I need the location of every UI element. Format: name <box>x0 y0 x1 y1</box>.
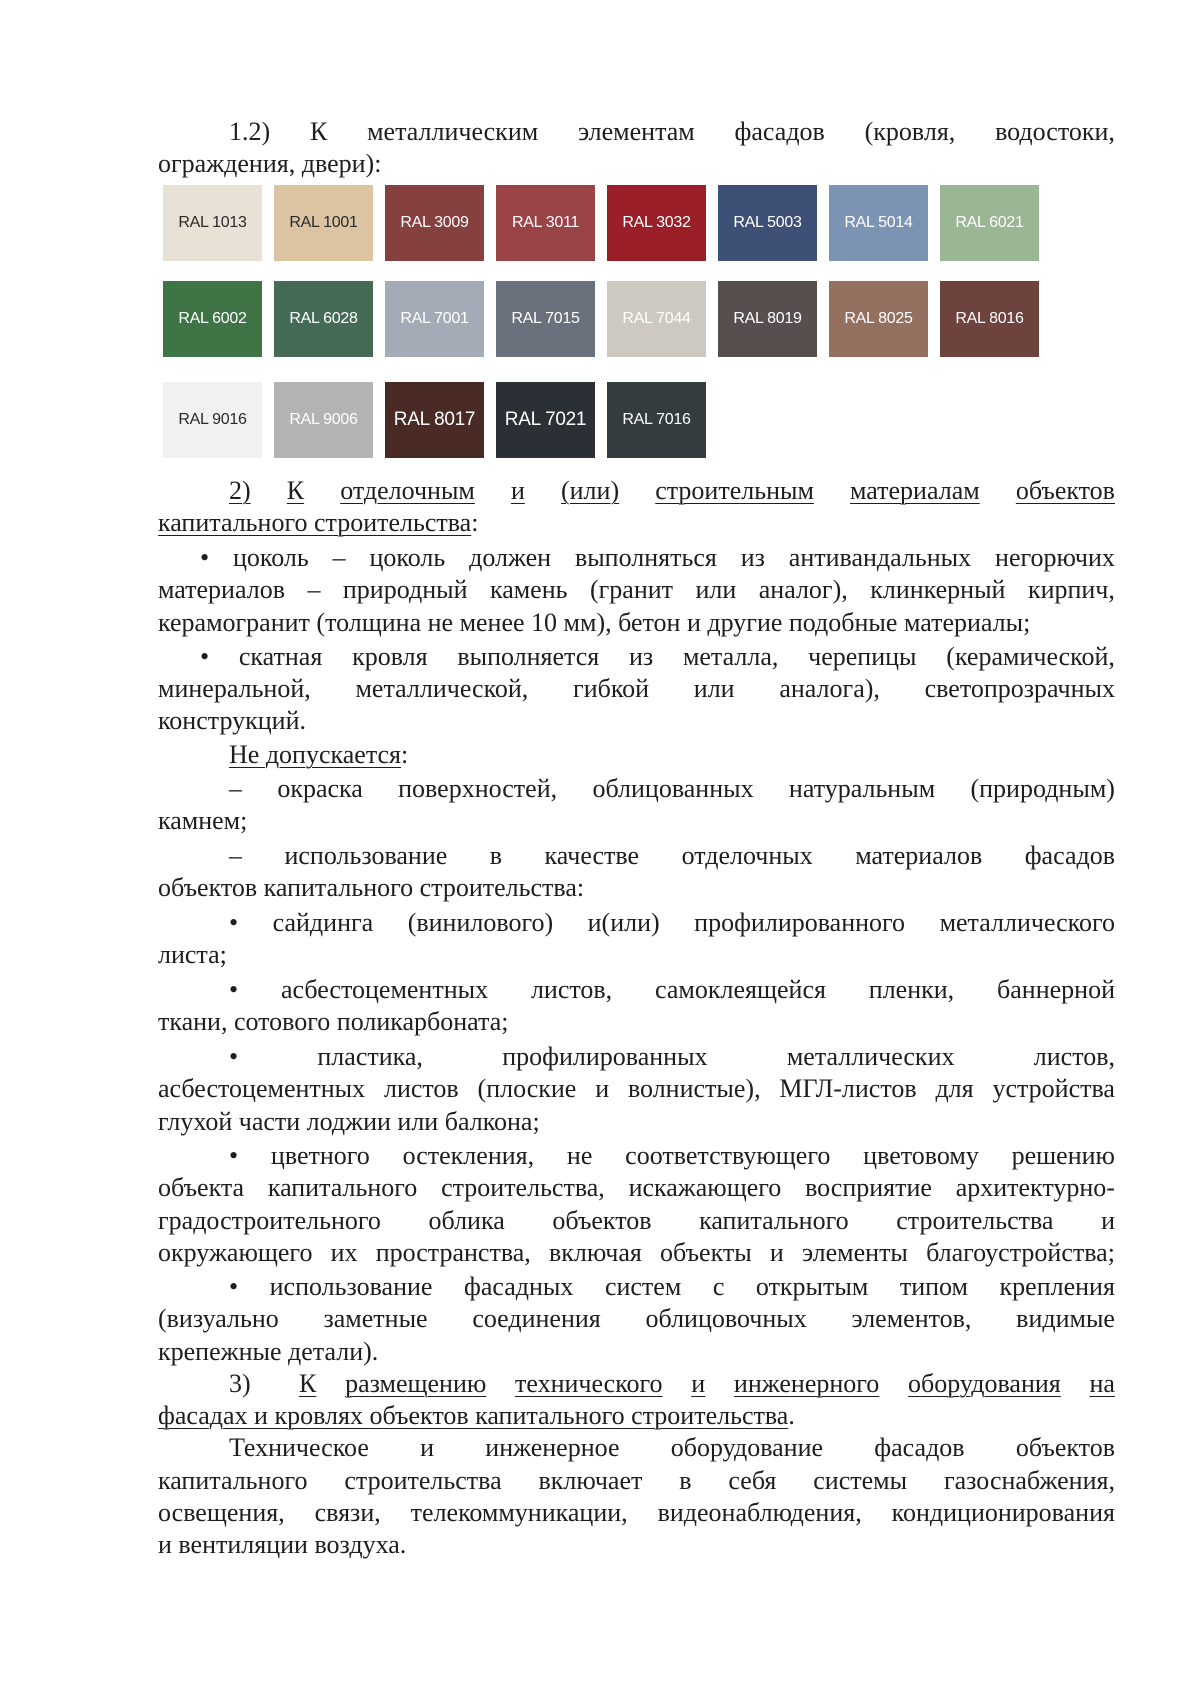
word: себя <box>728 1466 777 1495</box>
word: природный <box>342 575 468 604</box>
word: листов, <box>1033 1042 1115 1071</box>
ral-swatch <box>496 382 595 458</box>
ral-swatch-label: RAL 7021 <box>504 409 587 430</box>
word: системы <box>813 1466 908 1495</box>
word: волнистые), <box>627 1074 761 1103</box>
ral-swatch-label: RAL 7016 <box>622 411 691 428</box>
word: К <box>299 1369 317 1398</box>
word: или <box>693 674 735 703</box>
ral-swatch-label: RAL 5014 <box>844 214 913 231</box>
word: элементов, <box>851 1304 972 1333</box>
word: окружающего <box>158 1238 313 1267</box>
word: цоколь <box>233 543 309 572</box>
word: искажающего <box>628 1173 782 1202</box>
word: отделочным <box>340 476 475 505</box>
sub-bullet-4-line-3 <box>158 1206 1115 1236</box>
ral-swatch-label: RAL 6028 <box>289 310 358 327</box>
word: Техническое <box>229 1433 369 1462</box>
ral-swatch-label: RAL 6002 <box>178 310 247 327</box>
word: черепицы <box>808 642 917 671</box>
ral-swatch <box>940 185 1039 261</box>
section-3-line-1 <box>299 1369 1115 1399</box>
word: освещения, <box>158 1498 285 1527</box>
word: элементы <box>801 1238 908 1267</box>
word: К <box>286 476 305 505</box>
ral-swatch-label: RAL 8019 <box>733 310 802 327</box>
word: асбестоцементных <box>158 1074 366 1103</box>
word: оборудование <box>670 1433 824 1462</box>
section-3-number: 3) <box>229 1369 251 1398</box>
word: капитального <box>158 1466 308 1495</box>
word: открытым <box>755 1272 869 1301</box>
word: (керамической, <box>946 642 1115 671</box>
ral-swatch-label: RAL 9016 <box>178 411 247 428</box>
word: цветного <box>270 1141 370 1170</box>
word: видимые <box>1016 1304 1115 1333</box>
word: использование <box>284 841 448 870</box>
equipment-paragraph-line-3 <box>158 1498 1115 1528</box>
ral-swatch-label: RAL 3032 <box>622 214 691 231</box>
word: – <box>229 774 242 803</box>
ral-swatch-label: RAL 7044 <box>622 310 691 327</box>
word: минеральной, <box>158 674 311 703</box>
word: • <box>229 1272 239 1301</box>
word: для <box>935 1074 974 1103</box>
section-2-line-2 <box>158 508 478 538</box>
word: заметные <box>323 1304 428 1333</box>
word: выполняется <box>457 642 600 671</box>
equipment-paragraph-line-2 <box>158 1466 1115 1496</box>
ral-swatch <box>163 281 262 357</box>
word: поверхностей, <box>398 774 558 803</box>
ral-swatch <box>607 185 706 261</box>
word: сайдинга <box>272 908 374 937</box>
word: материалов <box>158 575 285 604</box>
ral-swatch-label: RAL 9006 <box>289 411 358 428</box>
word: инженерного <box>733 1369 880 1398</box>
word: скатная <box>238 642 323 671</box>
word: и <box>691 1369 706 1398</box>
word: включает <box>538 1466 643 1495</box>
word: объектов <box>1015 1433 1115 1462</box>
word: листов <box>383 1074 459 1103</box>
section-3-period: . <box>788 1401 795 1430</box>
word: устройства <box>992 1074 1115 1103</box>
ral-color-swatches <box>163 185 1099 465</box>
word: отделочных <box>681 841 813 870</box>
word: 2) <box>229 476 251 505</box>
word: – <box>307 575 321 604</box>
word: – <box>332 543 346 572</box>
section-2-title-underlined: капитального строительства <box>158 508 472 537</box>
word: систем <box>604 1272 682 1301</box>
word: пленки, <box>868 975 955 1004</box>
not-allowed-title: Не допускается <box>229 740 401 769</box>
word: элементам <box>577 117 695 146</box>
word: • <box>229 975 239 1004</box>
dash-1-line-1 <box>229 774 1115 804</box>
word: строительства, <box>441 1173 605 1202</box>
word: телекоммуникации, <box>410 1498 628 1527</box>
word: строительства <box>896 1206 1054 1235</box>
ral-swatch <box>385 382 484 458</box>
word: и <box>510 476 525 505</box>
word: и <box>1101 1206 1115 1235</box>
word: гибкой <box>573 674 650 703</box>
word: (визуально <box>158 1304 279 1333</box>
word: клинкерный <box>870 575 1006 604</box>
word: • <box>229 1042 239 1071</box>
section-3-line-2 <box>158 1401 795 1431</box>
word: восприятие <box>805 1173 932 1202</box>
word: или <box>695 575 737 604</box>
ral-swatch-label: RAL 6021 <box>955 214 1024 231</box>
sub-bullet-2-line-2: ткани, сотового поликарбоната; <box>158 1007 509 1036</box>
sub-bullet-4-line-1 <box>229 1141 1115 1171</box>
ral-swatch <box>718 281 817 357</box>
word: и <box>595 1074 610 1103</box>
word: из <box>740 543 765 572</box>
ral-swatch <box>718 185 817 261</box>
word: технического <box>515 1369 663 1398</box>
word: соединения <box>472 1304 601 1333</box>
sub-bullet-2-line-1 <box>229 975 1115 1005</box>
word: и(или) <box>587 908 660 937</box>
word: облика <box>428 1206 505 1235</box>
ral-swatch <box>829 281 928 357</box>
word: металла, <box>682 642 779 671</box>
ral-swatch-label: RAL 1013 <box>178 214 247 231</box>
ral-swatch <box>385 281 484 357</box>
word: пространства, <box>375 1238 531 1267</box>
sub-bullet-4-line-4 <box>158 1238 1115 1268</box>
ral-swatch <box>940 281 1039 357</box>
bullet-2-line-3: конструкций. <box>158 706 306 735</box>
word: (кровля, <box>864 117 956 146</box>
ral-swatch-label: RAL 3011 <box>512 214 579 231</box>
word: (винилового) <box>407 908 554 937</box>
ral-swatch <box>163 185 262 261</box>
word: в <box>679 1466 692 1495</box>
not-allowed-colon: : <box>401 740 409 769</box>
word: 1.2) <box>229 117 271 146</box>
ral-swatch <box>274 382 373 458</box>
word: окраска <box>277 774 363 803</box>
word: негорючих <box>995 543 1115 572</box>
ral-swatch <box>607 382 706 458</box>
ral-swatch <box>496 185 595 261</box>
word: использование <box>269 1272 433 1301</box>
bullet-1-line-2 <box>158 575 1115 605</box>
word: (гранит <box>589 575 674 604</box>
heading-1-2-line-2: ограждения, двери): <box>158 149 382 178</box>
sub-bullet-5-line-1 <box>229 1272 1115 1302</box>
sub-bullet-1-line-1 <box>229 908 1115 938</box>
word: облицованных <box>592 774 754 803</box>
equipment-paragraph-line-4: и вентиляции воздуха. <box>158 1530 407 1559</box>
ral-swatch-label: RAL 1001 <box>289 214 358 231</box>
ral-swatch-label: RAL 7015 <box>511 310 580 327</box>
ral-swatch-label: RAL 8016 <box>955 310 1024 327</box>
section-2-colon: : <box>471 508 479 537</box>
word: газоснабжения, <box>943 1466 1115 1495</box>
word: металлических <box>786 1042 955 1071</box>
word: их <box>330 1238 358 1267</box>
word: профилированных <box>502 1042 708 1071</box>
word: – <box>229 841 242 870</box>
word: соответствующего <box>625 1141 831 1170</box>
ral-swatch-label: RAL 8025 <box>844 310 913 327</box>
word: металлического <box>939 908 1115 937</box>
word: решению <box>1011 1141 1115 1170</box>
word: на <box>1089 1369 1115 1398</box>
word: металлическим <box>367 117 539 146</box>
word: видеонаблюдения, <box>657 1498 862 1527</box>
word: не <box>566 1141 593 1170</box>
ral-swatch <box>274 185 373 261</box>
section-3-title-underlined: фасадах и кровлях объектов капитального строительства <box>158 1401 789 1430</box>
ral-swatch <box>496 281 595 357</box>
word: асбестоцементных <box>280 975 489 1004</box>
word: капитального <box>699 1206 849 1235</box>
word: качестве <box>544 841 640 870</box>
word: (плоские <box>477 1074 577 1103</box>
ral-swatch-label: RAL 7001 <box>400 310 469 327</box>
word: фасадных <box>464 1272 574 1301</box>
word: объектов <box>552 1206 652 1235</box>
word: фасадов <box>874 1433 965 1462</box>
word: облицовочных <box>645 1304 807 1333</box>
word: выполняться <box>574 543 717 572</box>
word: • <box>229 908 239 937</box>
word: фасадов <box>1024 841 1115 870</box>
word: К <box>309 117 328 146</box>
equipment-paragraph-line-1 <box>229 1433 1115 1463</box>
word: строительным <box>655 476 814 505</box>
word: кровля <box>352 642 428 671</box>
word: профилированного <box>694 908 906 937</box>
word: и <box>420 1433 435 1462</box>
word: объекта <box>158 1173 245 1202</box>
sub-bullet-3-line-3: глухой части лоджии или балкона; <box>158 1107 540 1136</box>
ral-swatch-label: RAL 8017 <box>393 409 476 430</box>
word: натуральным <box>788 774 936 803</box>
word: капитального <box>267 1173 418 1202</box>
word: архитектурно- <box>955 1173 1115 1202</box>
word: благоустройства; <box>926 1238 1115 1267</box>
word: градостроительного <box>158 1206 381 1235</box>
word: (или) <box>560 476 620 505</box>
word: цоколь <box>369 543 446 572</box>
bullet-1-line-3: керамогранит (толщина не менее 10 мм), бетон и другие подобные материалы; <box>158 608 1031 637</box>
word: кондиционирования <box>891 1498 1115 1527</box>
word: водостоки, <box>995 117 1115 146</box>
word: (природным) <box>970 774 1115 803</box>
ral-swatch <box>829 185 928 261</box>
ral-swatch <box>607 281 706 357</box>
word: инженерное <box>485 1433 620 1462</box>
sub-bullet-1-line-2: листа; <box>158 940 227 969</box>
word: металлической, <box>355 674 529 703</box>
word: материалов <box>855 841 983 870</box>
word: остекления, <box>402 1141 535 1170</box>
word: камень <box>489 575 568 604</box>
sub-bullet-4-line-2 <box>158 1173 1115 1203</box>
word: светопрозрачных <box>924 674 1115 703</box>
sub-bullet-5-line-3: крепежные детали). <box>158 1337 379 1366</box>
word: с <box>712 1272 725 1301</box>
word: в <box>489 841 503 870</box>
word: цветовому <box>863 1141 979 1170</box>
word: аналога), <box>779 674 880 703</box>
word: связи, <box>314 1498 381 1527</box>
word: самоклеящейся <box>655 975 826 1004</box>
word: должен <box>469 543 552 572</box>
word: пластика, <box>317 1042 423 1071</box>
word: • <box>200 642 210 671</box>
word: листов, <box>530 975 613 1004</box>
not-allowed-heading <box>229 740 408 770</box>
word: материалам <box>850 476 980 505</box>
word: строительства <box>344 1466 502 1495</box>
word: объекты <box>660 1238 752 1267</box>
word: размещению <box>345 1369 487 1398</box>
word: фасадов <box>734 117 825 146</box>
heading-1-2-line-1 <box>229 117 1115 147</box>
word: антивандальных <box>788 543 972 572</box>
dash-2-line-2: объектов капитального строительства: <box>158 873 585 902</box>
word: баннерной <box>997 975 1115 1004</box>
ral-swatch <box>274 281 373 357</box>
word: оборудования <box>908 1369 1061 1398</box>
word: объектов <box>1015 476 1115 505</box>
ral-swatch <box>163 382 262 458</box>
sub-bullet-3-line-1 <box>229 1042 1115 1072</box>
bullet-2-line-2 <box>158 674 1115 704</box>
word: • <box>229 1141 239 1170</box>
bullet-1-line-1 <box>200 543 1115 573</box>
ral-swatch-label: RAL 5003 <box>733 214 802 231</box>
dash-1-line-2: камнем; <box>158 806 248 835</box>
word: типом <box>899 1272 968 1301</box>
sub-bullet-5-line-2 <box>158 1304 1115 1334</box>
word: включая <box>548 1238 642 1267</box>
bullet-2-line-1 <box>200 642 1115 672</box>
word: из <box>628 642 654 671</box>
word: МГЛ-листов <box>779 1074 917 1103</box>
ral-swatch <box>385 185 484 261</box>
word: кирпич, <box>1027 575 1115 604</box>
word: аналог), <box>758 575 848 604</box>
word: • <box>200 543 210 572</box>
dash-2-line-1 <box>229 841 1115 871</box>
ral-swatch-label: RAL 3009 <box>400 214 469 231</box>
section-2-line-1 <box>229 476 1115 506</box>
word: крепления <box>999 1272 1115 1301</box>
sub-bullet-3-line-2 <box>158 1074 1115 1104</box>
word: и <box>769 1238 784 1267</box>
